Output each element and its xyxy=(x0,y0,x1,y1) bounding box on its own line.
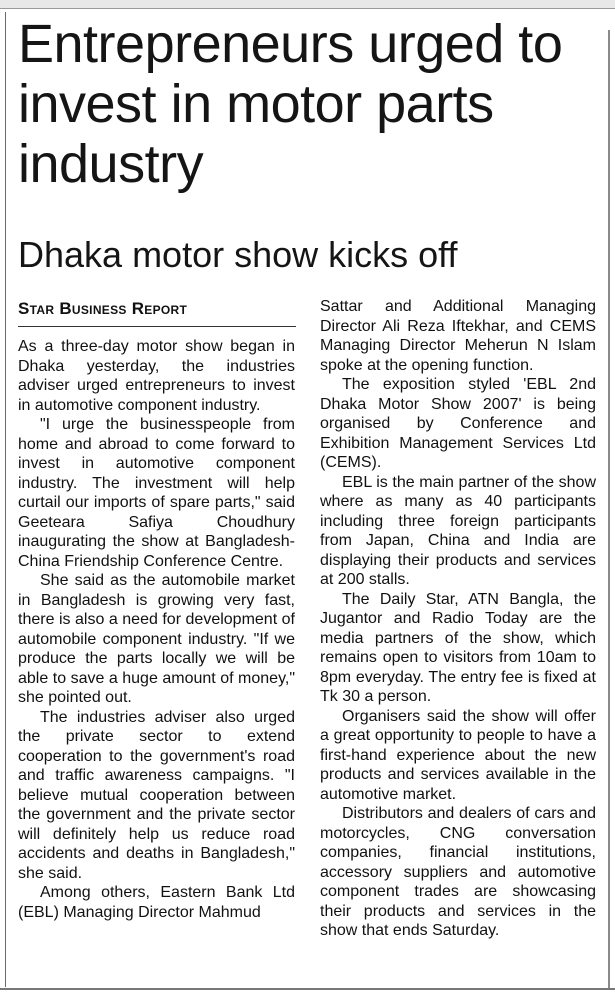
clipping-bottom-border xyxy=(0,988,615,990)
paragraph: Among others, Eastern Bank Ltd (EBL) Managing Director Mahmud xyxy=(18,884,295,921)
paragraph: As a three-day motor show began in Dhaka yesterday, the industries adviser urged entrepreneurs to invest in automotive component industry. xyxy=(18,338,295,414)
paragraph: The industries adviser also urged the private sector to extend cooperation to the government's road and traffic awareness campaigns. "I believe mutual cooperation between the government and the private sector will definitely help us reduce road accidents and deaths in Bangladesh," she said. xyxy=(18,708,295,882)
paragraph: The Daily Star, ATN Bangla, the Jugantor and Radio Today are the media partners of the show, which remains open to visitors from 10am to 8pm everyday. The entry fee is fixed at Tk 30 a person. xyxy=(320,590,596,705)
article-headline: Entrepreneurs urged to invest in motor parts industry xyxy=(18,14,563,194)
byline-divider xyxy=(18,326,296,327)
article-byline: Star Business Report xyxy=(18,299,188,318)
clipping-right-border xyxy=(608,30,610,990)
article-column-left xyxy=(18,337,295,922)
paragraph: She said as the automobile market in Bangladesh is growing very fast, there is also a need for development of automobile component industry. "If we produce the parts locally we will be able to save a huge amount of money," she pointed out. xyxy=(18,572,295,706)
clipping-left-border xyxy=(5,12,6,987)
article-column-right xyxy=(320,297,596,941)
paragraph: "I urge the businesspeople from home and abroad to come forward to invest in automotive component industry. The investment will help curtail our imports of spare parts," said Geeteara Safiya Choudhury inaugurating the show at Bangladesh-China Friendship Conference Centre. xyxy=(18,416,295,570)
paragraph: Distributors and dealers of cars and motorcycles, CNG conversation companies, financial institutions, accessory suppliers and automotive component trades are showcasing their products and services in the show that ends Saturday. xyxy=(320,805,596,939)
article-subheadline: Dhaka motor show kicks off xyxy=(18,234,458,275)
paragraph: Organisers said the show will offer a great opportunity to people to have a first-hand experience about the new products and services available in the automotive market. xyxy=(320,707,596,803)
paragraph: EBL is the main partner of the show where as many as 40 participants including three foreign participants from Japan, China and India are displaying their products and services at 200 stalls. xyxy=(320,473,596,588)
clipping-top-edge xyxy=(0,0,615,9)
paragraph: The exposition styled 'EBL 2nd Dhaka Motor Show 2007' is being organised by Conference and Exhibition Management Services Ltd (CEMS). xyxy=(320,376,596,471)
paragraph: Sattar and Additional Managing Director Ali Reza Iftekhar, and CEMS Managing Director Meherun N Islam spoke at the opening function. xyxy=(320,298,596,374)
